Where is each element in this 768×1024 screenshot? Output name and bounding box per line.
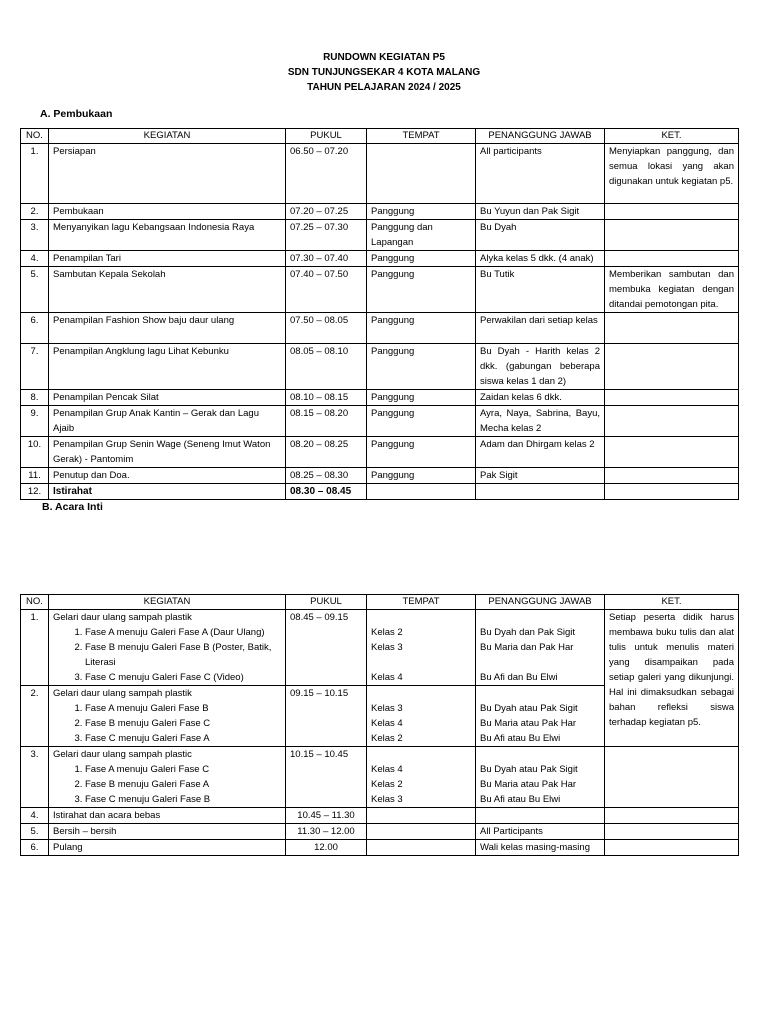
table-row	[21, 220, 739, 251]
list-item: 1. Fase A menuju Galeri Fase A (Daur Ulang)	[85, 625, 281, 640]
row-penanggung-jawab	[476, 686, 605, 747]
table-row	[21, 267, 739, 313]
row-no: 12.	[21, 484, 49, 500]
item-tempat: Kelas 4	[371, 718, 403, 729]
row-tempat: Panggung	[367, 251, 476, 267]
row-kegiatan: Penampilan Fashion Show baju daur ulang	[49, 313, 286, 344]
row-no: 3.	[21, 747, 49, 808]
row-kegiatan: Penampilan Grup Senin Wage (Seneng Imut Waton Gerak) - Pantomim	[49, 437, 286, 468]
row-no: 10.	[21, 437, 49, 468]
row-ket	[605, 313, 739, 344]
row-ket: Menyiapkan panggung, dan semua lokasi yang akan digunakan untuk kegiatan p5.	[605, 144, 739, 204]
row-no: 2.	[21, 204, 49, 220]
row-ket	[605, 390, 739, 406]
row-no: 8.	[21, 390, 49, 406]
table-row	[21, 313, 739, 344]
table-header-row	[21, 129, 739, 144]
list-item: 3. Fase C menuju Galeri Fase C (Video)	[85, 670, 281, 685]
item-penanggung-jawab: Bu Maria dan Pak Har	[480, 642, 574, 653]
row-tempat: Panggung dan Lapangan	[367, 220, 476, 251]
row-kegiatan	[49, 686, 286, 747]
group-title: Gelari daur ulang sampah plastik	[53, 688, 192, 699]
row-ket	[605, 437, 739, 468]
row-no: 6.	[21, 840, 49, 856]
row-penanggung-jawab: Bu Yuyun dan Pak Sigit	[476, 204, 605, 220]
list-item: 3. Fase C menuju Galeri Fase A	[85, 731, 281, 746]
row-ket	[605, 220, 739, 251]
list-item: 2. Fase B menuju Galeri Fase B (Poster, Batik, Literasi	[85, 640, 281, 670]
row-kegiatan	[49, 610, 286, 686]
row-pukul: 10.45 – 11.30	[286, 808, 367, 824]
row-tempat	[367, 686, 476, 747]
table-acara-inti	[20, 594, 739, 856]
row-pukul: 10.15 – 10.45	[286, 747, 367, 808]
doc-title: RUNDOWN KEGIATAN P5	[323, 52, 445, 63]
row-penanggung-jawab	[476, 484, 605, 500]
table-row	[21, 468, 739, 484]
galeri-list	[53, 701, 281, 746]
school-name: SDN TUNJUNGSEKAR 4 KOTA MALANG	[287, 67, 481, 78]
row-ket	[605, 468, 739, 484]
row-pukul: 07.25 – 07.30	[286, 220, 367, 251]
row-ket	[605, 824, 739, 840]
row-pukul: 06.50 – 07.20	[286, 144, 367, 204]
table-row	[21, 406, 739, 437]
col-ket: KET.	[605, 129, 739, 144]
col-penanggung-jawab: PENANGGUNG JAWAB	[476, 129, 605, 144]
item-tempat: Kelas 2	[371, 733, 403, 744]
row-kegiatan: Penampilan Tari	[49, 251, 286, 267]
item-tempat: Kelas 2	[371, 627, 403, 638]
row-pukul: 08.05 – 08.10	[286, 344, 367, 390]
list-item: 3. Fase C menuju Galeri Fase B	[85, 792, 281, 807]
row-no: 4.	[21, 251, 49, 267]
col-pukul: PUKUL	[286, 129, 367, 144]
row-no: 4.	[21, 808, 49, 824]
row-ket: Setiap peserta didik harus membawa buku tulis dan alat tulis untuk menulis materi yang disampaikan pada setiap galeri yang dikunjungi. Hal ini dimaksudkan sebagai bahan refleksi siswa terhadap kegiatan p5.	[605, 610, 739, 747]
group-title: Gelari daur ulang sampah plastik	[53, 612, 192, 623]
table-row	[21, 251, 739, 267]
row-penanggung-jawab: Bu Tutik	[476, 267, 605, 313]
item-tempat: Kelas 3	[371, 794, 403, 805]
item-penanggung-jawab: Bu Dyah dan Pak Sigit	[480, 627, 576, 638]
col-penanggung-jawab: PENANGGUNG JAWAB	[476, 595, 605, 610]
row-penanggung-jawab: Zaidan kelas 6 dkk.	[476, 390, 605, 406]
table-row	[21, 204, 739, 220]
row-penanggung-jawab: Ayra, Naya, Sabrina, Bayu, Mecha kelas 2	[476, 406, 605, 437]
row-penanggung-jawab: Bu Dyah - Harith kelas 2 dkk. (gabungan beberapa siswa kelas 1 dan 2)	[476, 344, 605, 390]
row-pukul: 08.20 – 08.25	[286, 437, 367, 468]
row-penanggung-jawab: All Participants	[476, 824, 605, 840]
galeri-list	[53, 625, 281, 685]
row-no: 3.	[21, 220, 49, 251]
list-item: 2. Fase B menuju Galeri Fase C	[85, 716, 281, 731]
row-tempat: Panggung	[367, 406, 476, 437]
row-penanggung-jawab: Alyka kelas 5 dkk. (4 anak)	[476, 251, 605, 267]
row-pukul: 08.30 – 08.45	[286, 484, 367, 500]
row-penanggung-jawab: All participants	[476, 144, 605, 204]
row-kegiatan: Pulang	[49, 840, 286, 856]
row-no: 2.	[21, 686, 49, 747]
row-kegiatan: Penampilan Angklung lagu Lihat Kebunku	[49, 344, 286, 390]
row-no: 5.	[21, 267, 49, 313]
item-tempat: Kelas 3	[371, 703, 403, 714]
item-tempat: Kelas 3	[371, 642, 403, 653]
row-pukul: 11.30 – 12.00	[286, 824, 367, 840]
row-tempat	[367, 484, 476, 500]
row-penanggung-jawab: Adam dan Dhirgam kelas 2	[476, 437, 605, 468]
row-pukul: 08.25 – 08.30	[286, 468, 367, 484]
row-kegiatan: Istirahat dan acara bebas	[49, 808, 286, 824]
list-item: 2. Fase B menuju Galeri Fase A	[85, 777, 281, 792]
row-penanggung-jawab: Wali kelas masing-masing	[476, 840, 605, 856]
row-no: 11.	[21, 468, 49, 484]
table-row	[21, 840, 739, 856]
table-row	[21, 824, 739, 840]
row-ket	[605, 808, 739, 824]
row-kegiatan: Persiapan	[49, 144, 286, 204]
row-pukul: 07.20 – 07.25	[286, 204, 367, 220]
row-penanggung-jawab: Perwakilan dari setiap kelas	[476, 313, 605, 344]
item-penanggung-jawab: Bu Afi dan Bu Elwi	[480, 672, 558, 683]
row-penanggung-jawab	[476, 747, 605, 808]
group-title: Gelari daur ulang sampah plastic	[53, 749, 192, 760]
col-tempat: TEMPAT	[367, 129, 476, 144]
row-tempat: Panggung	[367, 468, 476, 484]
row-ket	[605, 204, 739, 220]
row-pukul: 07.40 – 07.50	[286, 267, 367, 313]
item-tempat: Kelas 4	[371, 672, 403, 683]
row-no: 9.	[21, 406, 49, 437]
list-item: 1. Fase A menuju Galeri Fase C	[85, 762, 281, 777]
school-year: TAHUN PELAJARAN 2024 / 2025	[307, 82, 461, 93]
row-tempat: Panggung	[367, 390, 476, 406]
row-tempat: Panggung	[367, 344, 476, 390]
row-ket	[605, 840, 739, 856]
row-pukul: 12.00	[286, 840, 367, 856]
row-no: 7.	[21, 344, 49, 390]
row-kegiatan: Penampilan Grup Anak Kantin – Gerak dan Lagu Ajaib	[49, 406, 286, 437]
row-no: 5.	[21, 824, 49, 840]
row-ket	[605, 251, 739, 267]
col-pukul: PUKUL	[286, 595, 367, 610]
row-pukul: 07.30 – 07.40	[286, 251, 367, 267]
row-ket: Memberikan sambutan dan membuka kegiatan dengan ditandai pemotongan pita.	[605, 267, 739, 313]
row-ket	[605, 747, 739, 808]
table-row	[21, 610, 739, 686]
item-penanggung-jawab: Bu Maria atau Pak Har	[480, 718, 577, 729]
row-ket	[605, 484, 739, 500]
section-a-heading: A. Pembukaan	[40, 108, 113, 120]
row-kegiatan: Penampilan Pencak Silat	[49, 390, 286, 406]
item-penanggung-jawab: Bu Dyah atau Pak Sigit	[480, 764, 578, 775]
row-pukul: 08.15 – 08.20	[286, 406, 367, 437]
row-tempat: Panggung	[367, 437, 476, 468]
row-ket	[605, 344, 739, 390]
table-row	[21, 390, 739, 406]
row-kegiatan: Pembukaan	[49, 204, 286, 220]
row-kegiatan: Bersih – bersih	[49, 824, 286, 840]
item-penanggung-jawab: Bu Afi atau Bu Elwi	[480, 794, 561, 805]
list-item: 1. Fase A menuju Galeri Fase B	[85, 701, 281, 716]
table-row	[21, 437, 739, 468]
row-tempat	[367, 610, 476, 686]
col-kegiatan: KEGIATAN	[49, 595, 286, 610]
table-row	[21, 747, 739, 808]
item-penanggung-jawab: Bu Dyah atau Pak Sigit	[480, 703, 578, 714]
row-kegiatan: Penutup dan Doa.	[49, 468, 286, 484]
row-kegiatan: Menyanyikan lagu Kebangsaan Indonesia Raya	[49, 220, 286, 251]
col-tempat: TEMPAT	[367, 595, 476, 610]
row-penanggung-jawab: Pak Sigit	[476, 468, 605, 484]
row-tempat	[367, 747, 476, 808]
row-penanggung-jawab	[476, 610, 605, 686]
row-tempat	[367, 144, 476, 204]
table-row	[21, 144, 739, 204]
row-tempat: Panggung	[367, 313, 476, 344]
table-row	[21, 344, 739, 390]
row-tempat: Panggung	[367, 267, 476, 313]
row-no: 6.	[21, 313, 49, 344]
row-kegiatan: Istirahat	[49, 484, 286, 500]
section-b-heading: B. Acara Inti	[42, 501, 103, 513]
table-row	[21, 808, 739, 824]
item-penanggung-jawab: Bu Afi atau Bu Elwi	[480, 733, 561, 744]
row-tempat	[367, 824, 476, 840]
row-pukul: 08.10 – 08.15	[286, 390, 367, 406]
col-no: NO.	[21, 129, 49, 144]
galeri-list	[53, 762, 281, 807]
table-pembukaan	[20, 128, 739, 500]
row-tempat	[367, 808, 476, 824]
row-ket	[605, 406, 739, 437]
row-pukul: 08.45 – 09.15	[286, 610, 367, 686]
table-row	[21, 484, 739, 500]
row-pukul: 07.50 – 08.05	[286, 313, 367, 344]
row-tempat	[367, 840, 476, 856]
row-no: 1.	[21, 144, 49, 204]
col-no: NO.	[21, 595, 49, 610]
table-header-row	[21, 595, 739, 610]
row-pukul: 09.15 – 10.15	[286, 686, 367, 747]
row-no: 1.	[21, 610, 49, 686]
item-tempat: Kelas 4	[371, 764, 403, 775]
row-penanggung-jawab	[476, 808, 605, 824]
item-penanggung-jawab: Bu Maria atau Pak Har	[480, 779, 577, 790]
col-ket: KET.	[605, 595, 739, 610]
col-kegiatan: KEGIATAN	[49, 129, 286, 144]
item-tempat: Kelas 2	[371, 779, 403, 790]
row-tempat: Panggung	[367, 204, 476, 220]
row-kegiatan	[49, 747, 286, 808]
row-penanggung-jawab: Bu Dyah	[476, 220, 605, 251]
row-kegiatan: Sambutan Kepala Sekolah	[49, 267, 286, 313]
